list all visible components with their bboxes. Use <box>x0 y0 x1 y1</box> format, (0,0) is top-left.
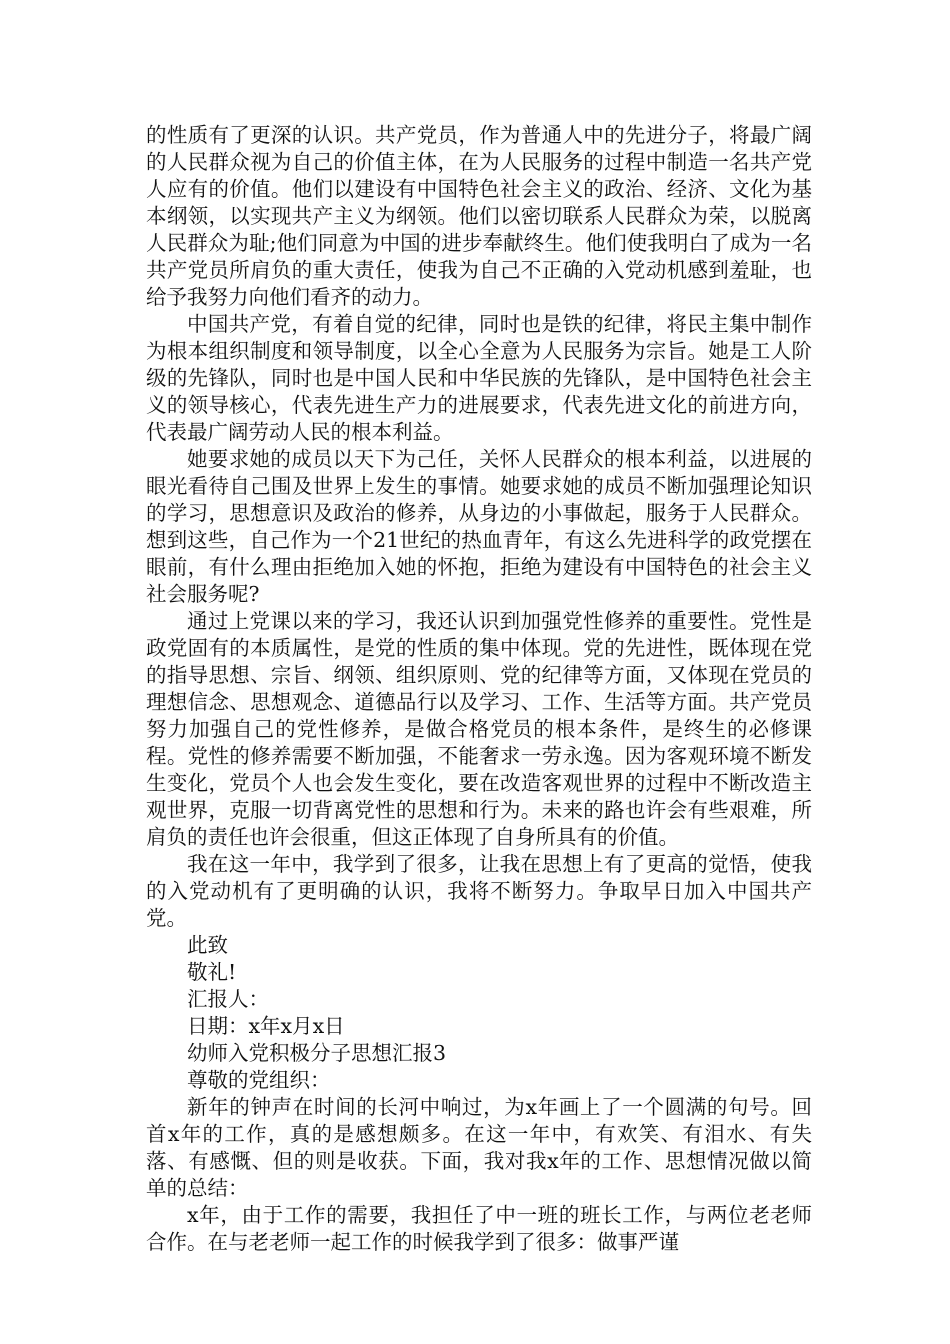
section-title: 幼师入党积极分子思想汇报3 <box>187 1041 447 1065</box>
paragraph-1: 的性质有了更深的认识。共产党员，作为普通人中的先进分子，将最广阔的人民群众视为自己的价值主体，在为人民服务的过程中制造一名共产党人应有的价值。他们以建设有中国特色社会主义的政治、经济、文化为基本纲领，以实现共产主义为纲领。他们以密切联系人民群众为荣，以脱离人民群众为耻;他们同意为中国的进步奉献终生。他们使我明白了成为一名共产党员所肩负的重大责任，使我为自己不正确的入党动机感到羞耻，也给予我努力向他们看齐的动力。 <box>146 123 812 309</box>
paragraph-7: x年，由于工作的需要，我担任了中一班的班长工作，与两位老老师合作。在与老老师一起工作的时候我学到了很多：做事严谨 <box>146 1203 812 1254</box>
closing-reporter: 汇报人： <box>187 987 269 1011</box>
paragraph-5: 我在这一年中，我学到了很多，让我在思想上有了更高的觉悟，使我的入党动机有了更明确的认识，我将不断努力。争取早日加入中国共产党。 <box>146 852 812 930</box>
closing-date: 日期：x年x月x日 <box>187 1014 345 1038</box>
closing-salutation: 此致 <box>187 933 228 957</box>
paragraph-4: 通过上党课以来的学习，我还认识到加强党性修养的重要性。党性是政党固有的本质属性，是党的性质的集中体现。党的先进性，既体现在党的指导思想、宗旨、纲领、组织原则、党的纪律等方面，又体现在党员的理想信念、思想观念、道德品行以及学习、工作、生活等方面。共产党员努力加强自己的党性修养，是做合格党员的根本条件，是终生的必修课程。党性的修养需要不断加强，不能奢求一劳永逸。因为客观环境不断发生变化，党员个人也会发生变化，要在改造客观世界的过程中不断改造主观世界，克服一切背离党性的思想和行为。未来的路也许会有些艰难，所肩负的责任也许会很重，但这正体现了自身所具有的价值。 <box>146 609 812 849</box>
document-page <box>146 122 812 1256</box>
paragraph-6: 新年的钟声在时间的长河中响过，为x年画上了一个圆满的句号。回首x年的工作，真的是感想颇多。在这一年中，有欢笑、有泪水、有失落、有感慨、但的则是收获。下面，我对我x年的工作、思想情况做以简单的总结： <box>146 1095 812 1200</box>
paragraph-3: 她要求她的成员以天下为己任，关怀人民群众的根本利益，以进展的眼光看待自己围及世界上发生的事情。她要求她的成员不断加强理论知识的学习，思想意识及政治的修养，从身边的小事做起，服务于人民群众。想到这些，自己作为一个21世纪的热血青年，有这么先进科学的政党摆在眼前，有什么理由拒绝加入她的怀抱，拒绝为建设有中国特色的社会主义社会服务呢? <box>146 447 812 606</box>
closing-regards: 敬礼! <box>187 960 237 984</box>
paragraph-2: 中国共产党，有着自觉的纪律，同时也是铁的纪律，将民主集中制作为根本组织制度和领导制度，以全心全意为人民服务为宗旨。她是工人阶级的先锋队，同时也是中国人民和中华民族的先锋队，是中国特色社会主义的领导核心，代表先进生产力的进展要求，代表先进文化的前进方向，代表最广阔劳动人民的根本利益。 <box>146 312 812 444</box>
greeting: 尊敬的党组织： <box>187 1068 331 1092</box>
